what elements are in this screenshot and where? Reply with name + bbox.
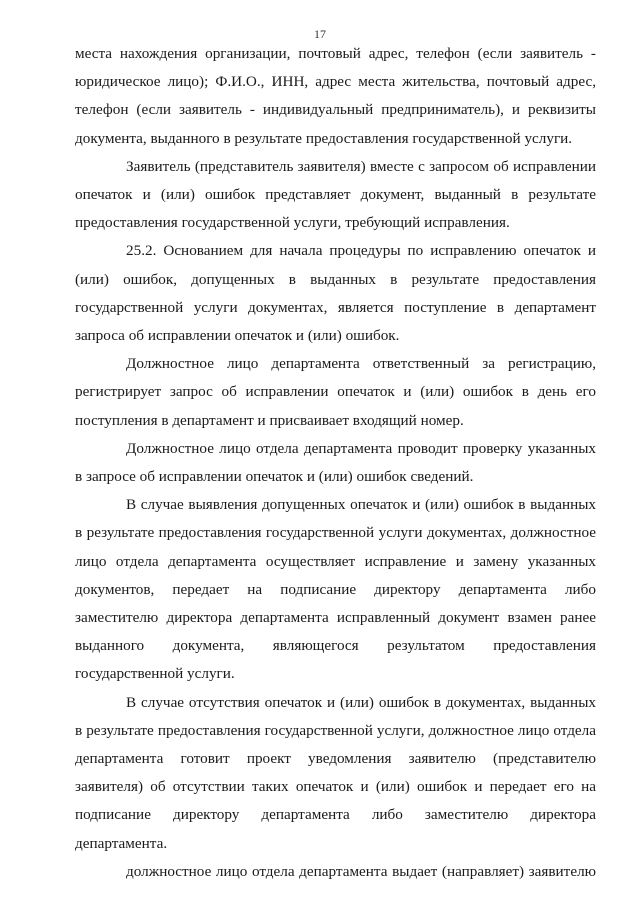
paragraph-verification: Должностное лицо отдела департамента проводит проверку указанных в запросе об исправлении опечаток и (или) ошибок сведений. <box>75 439 596 486</box>
paragraph-no-errors: В случае отсутствия опечаток и (или) ошибок в документах, выданных в результате предоставления государственной услуги, должностное лицо отдела департамента готовит проект уведомления заявителю (представителю заявителя) об отсутствии таких опечаток и (или) ошибок и передает его на подписание директору департамента либо заместителю директора департамента. <box>75 693 596 852</box>
paragraph-errors-found: В случае выявления допущенных опечаток и (или) ошибок в выданных в результате предоставления государственной услуги документах, должностное лицо отдела департамента осуществляет исправление и замену указанных документов, передает на подписание директору департамента либо заместителю директора департамента исправленный документ взамен ранее выданного документа, являющегося результатом предоставления государственной услуги. <box>75 496 596 683</box>
page-number: 17 <box>314 27 326 41</box>
paragraph-registration: Должностное лицо департамента ответственный за регистрацию, регистрирует запрос об исправлении опечаток и (или) ошибок в день его поступления в департамент и присваивает входящий номер. <box>75 355 596 429</box>
paragraph-applicant-details: места нахождения организации, почтовый адрес, телефон (если заявитель - юридическое лицо); Ф.И.О., ИНН, адрес места жительства, почтовый адрес, телефон (если заявитель - индивидуальный предприниматель), и реквизиты документа, выданного в результате предоставления государственной услуги. <box>75 45 596 147</box>
paragraph-applicant-submits: Заявитель (представитель заявителя) вместе с запросом об исправлении опечаток и (или) ошибок представляет документ, выданный в результате предоставления государственной услуги, требующий исправления. <box>75 157 596 232</box>
paragraph-issue-to-applicant: должностное лицо отдела департамента выдает (направляет) заявителю <box>126 862 596 880</box>
paragraph-25-2-grounds: 25.2. Основанием для начала процедуры по исправлению опечаток и (или) ошибок, допущенных в выданных в результате предоставления государственной услуги документах, является поступление в департамент запроса об исправлении опечаток и (или) ошибок. <box>75 242 596 345</box>
document-body <box>75 40 596 886</box>
